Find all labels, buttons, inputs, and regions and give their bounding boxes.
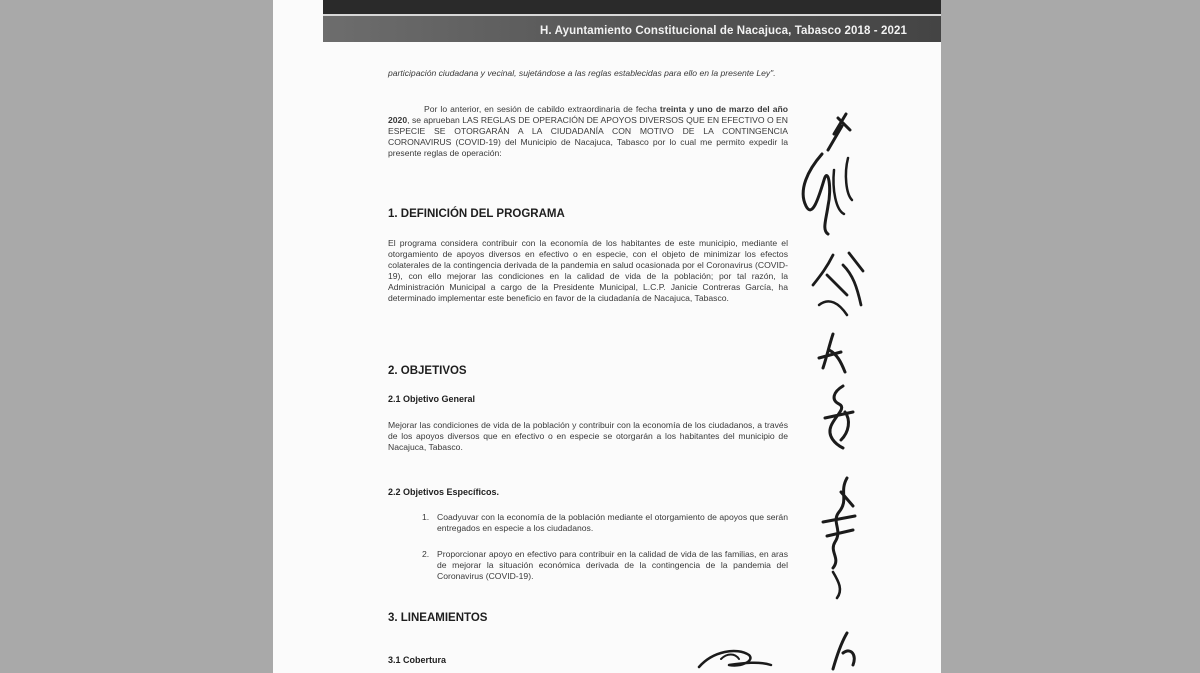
signature-1 xyxy=(788,110,868,250)
list-item-number: 1. xyxy=(422,512,430,522)
section-3-1-title: 3.1 Cobertura xyxy=(388,655,447,665)
section-3-title: 3. LINEAMIENTOS xyxy=(388,612,488,624)
list-item-text: Proporcionar apoyo en efectivo para contribuir en la calidad de vida de las familias, en aras de mejorar la situación económica derivada de la contingencia de la pandemia del Coronavirus (COVID-19). xyxy=(437,549,788,581)
header-title: H. Ayuntamiento Constitucional de Nacajuca, Tabasco 2018 - 2021 xyxy=(540,25,907,37)
list-item-number: 2. xyxy=(422,549,430,559)
signature-6 xyxy=(821,625,865,673)
document-page xyxy=(273,0,941,673)
list-item-text: Coadyuvar con la economía de la población mediante el otorgamiento de apoyos que serán entregados en especie a los ciudadanos. xyxy=(437,512,788,533)
paragraph-1-lead: Por lo anterior, en sesión de cabildo extraordinaria de fecha xyxy=(424,104,660,114)
section-2-title: 2. OBJETIVOS xyxy=(388,365,467,377)
signature-4 xyxy=(815,382,865,454)
paragraph-1-rest: , se aprueban LAS REGLAS DE OPERACIÓN DE APOYOS DIVERSOS QUE EN EFECTIVO O EN ESPECIE SE OTORGARÁN A LA CIUDADANÍA CON MOTIVO DE LA CONTINGENCIA CORONAVIRUS (COVID-19) del Municipio de Nacajuca, Tabasco por lo cual me permito expedir la presente reglas de operación: xyxy=(388,115,788,158)
signature-5 xyxy=(813,472,865,602)
intro-quote: participación ciudadana y vecinal, sujetándose a las reglas establecidas para ello en la presente Ley". xyxy=(388,68,776,78)
section-2-1-title: 2.1 Objetivo General xyxy=(388,394,476,404)
paragraph-1 xyxy=(388,104,788,159)
signature-2 xyxy=(803,245,873,325)
header-band xyxy=(323,0,941,14)
section-1-title: 1. DEFINICIÓN DEL PROGRAMA xyxy=(388,208,565,220)
section-2-2-title: 2.2 Objetivos Específicos. xyxy=(388,487,500,497)
list-item xyxy=(422,549,788,582)
header-bar xyxy=(323,14,941,42)
signature-3 xyxy=(811,328,861,378)
paragraph-1-date: treinta y uno de marzo del año 2020 xyxy=(388,104,788,125)
signature-7 xyxy=(693,645,775,673)
section-2-1-text: Mejorar las condiciones de vida de la población y contribuir con la economía de los ciudadanos, a través de los apoyos diversos que en efectivo o en especie se otorgarán a los habitantes del municipio de Nacajuca, Tabasco. xyxy=(388,420,788,452)
list-item xyxy=(422,512,788,534)
section-1-text: El programa considera contribuir con la economía de los habitantes de este municipio, mediante el otorgamiento de apoyos diversos en efectivo o en especie, con el objeto de minimizar los efectos colaterales de la contingencia derivada de la pandemia en salud ocasionada por el Coronavirus (COVID-19), con ello mejorar las condiciones en la calidad de vida de la población; por tal razón, la Administración Municipal a cargo de la Presidente Municipal, L.C.P. Janicie Contreras García, ha determinado implementar este beneficio en favor de la ciudadanía de Nacajuca, Tabasco. xyxy=(388,238,788,303)
